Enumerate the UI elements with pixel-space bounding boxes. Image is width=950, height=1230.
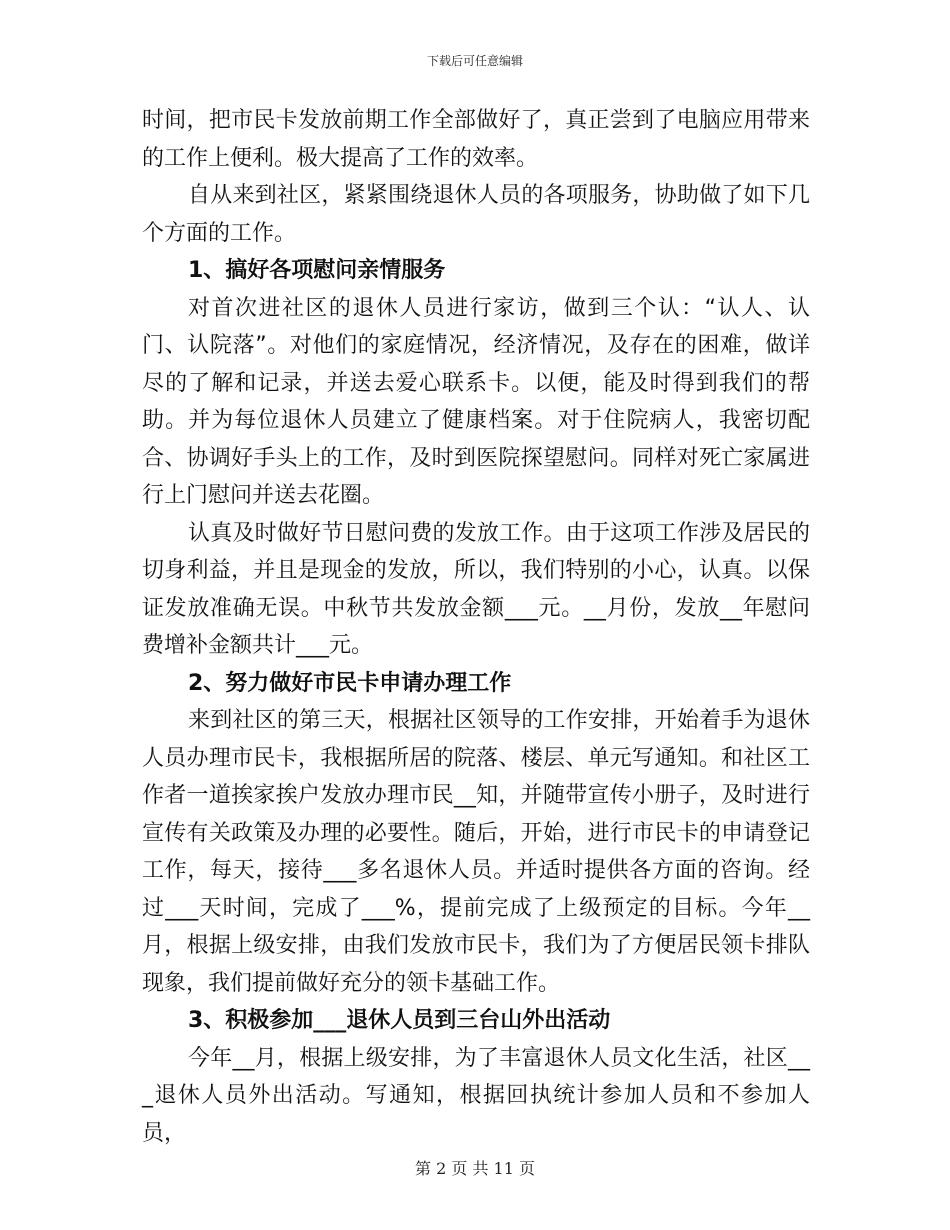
paragraph-outing: 今年__月，根据上级安排，为了丰富退休人员文化生活，社区___退休人员外出活动。写通知，根据回执统计参加人员和不参加人员， <box>142 1045 810 1146</box>
paragraph-continuation: 时间，把市民卡发放前期工作全部做好了，真正尝到了电脑应用带来的工作上便利。极大提高了工作的效率。 <box>142 108 810 171</box>
paragraph-holiday-payments: 认真及时做好节日慰问费的发放工作。由于这项工作涉及居民的切身利益，并且是现金的发放，所以，我们特别的小心，认真。以保证发放准确无误。中秋节共发放金额___元。__月份，发放__年慰问费增补金额共计___元。 <box>142 520 810 658</box>
section-heading-1: 1、搞好各项慰问亲情服务 <box>188 258 446 283</box>
section-heading-3: 3、积极参加___退休人员到三台山外出活动 <box>188 1008 611 1033</box>
paragraph-intro: 自从来到社区，紧紧围绕退休人员的各项服务，协助做了如下几个方面的工作。 <box>142 183 810 246</box>
paragraph-citizen-card: 来到社区的第三天，根据社区领导的工作安排，开始着手为退休人员办理市民卡，我根据所居的院落、楼层、单元写通知。和社区工作者一道挨家挨户发放办理市民__知，并随带宣传小册子，及时进行宣传有关政策及办理的必要性。随后，开始，进行市民卡的申请登记工作，每天，接待___多名退休人员。并适时提供各方面的咨询。经过___天时间，完成了___%，提前完成了上级预定的目标。今年__月，根据上级安排，由我们发放市民卡，我们为了方便居民领卡排队现象，我们提前做好充分的领卡基础工作。 <box>142 708 810 996</box>
document-body <box>142 102 810 1152</box>
paragraph-visits: 对首次进社区的退休人员进行家访，做到三个认：“认人、认门、认院落”。对他们的家庭情况，经济情况，及存在的困难，做详尽的了解和记录，并送去爱心联系卡。以便，能及时得到我们的帮助。并为每位退休人员建立了健康档案。对于住院病人，我密切配合、协调好手头上的工作，及时到医院探望慰问。同样对死亡家属进行上门慰问并送去花圈。 <box>142 295 810 508</box>
section-heading-2: 2、努力做好市民卡申请办理工作 <box>188 670 512 696</box>
page-number: 第 2 页 共 11 页 <box>415 1159 535 1178</box>
header-note: 下载后可任意编辑 <box>426 54 523 68</box>
